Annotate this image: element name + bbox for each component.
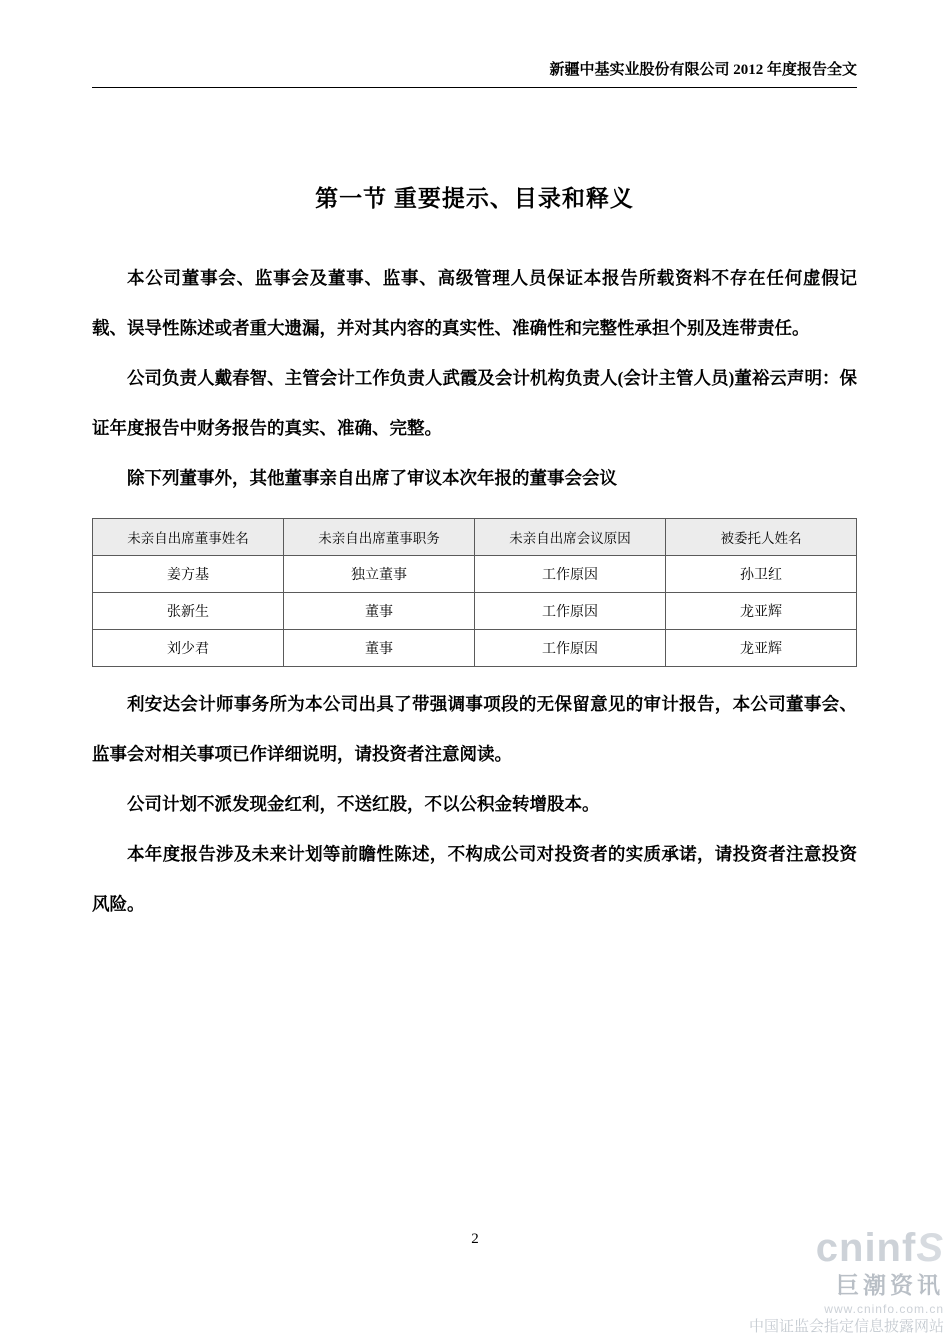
col-header-absence-reason: 未亲自出席会议原因	[475, 519, 666, 556]
cell-director-title: 董事	[284, 630, 475, 667]
header-title: 新疆中基实业股份有限公司 2012 年度报告全文	[549, 62, 857, 78]
cninfo-brand-name: 巨潮资讯	[836, 1272, 944, 1299]
cninfo-logo-text: cninf	[815, 1226, 917, 1271]
paragraph-forward-looking: 本年度报告涉及未来计划等前瞻性陈述，不构成公司对投资者的实质承诺，请投资者注意投资风险。	[92, 844, 857, 914]
cninfo-url: www.cninfo.com.cn	[824, 1301, 944, 1316]
paragraph-dividend-plan: 公司计划不派发现金红利，不送红股，不以公积金转增股本。	[127, 794, 600, 814]
cell-proxy-name: 龙亚辉	[666, 630, 857, 667]
cninfo-watermark	[749, 1226, 944, 1336]
cell-proxy-name: 龙亚辉	[666, 593, 857, 630]
cell-director-title: 独立董事	[284, 556, 475, 593]
table-row	[93, 556, 857, 593]
cell-proxy-name: 孙卫红	[666, 556, 857, 593]
col-header-director-title: 未亲自出席董事职务	[284, 519, 475, 556]
absent-directors-table	[92, 518, 857, 667]
col-header-director-name: 未亲自出席董事姓名	[93, 519, 284, 556]
cell-director-title: 董事	[284, 593, 475, 630]
cell-absence-reason: 工作原因	[475, 630, 666, 667]
cell-absence-reason: 工作原因	[475, 593, 666, 630]
cell-director-name: 张新生	[93, 593, 284, 630]
cninfo-caption: 中国证监会指定信息披露网站	[748, 1318, 944, 1336]
cell-absence-reason: 工作原因	[475, 556, 666, 593]
table-header-row	[93, 519, 857, 556]
page-number: 2	[471, 1231, 479, 1247]
col-header-proxy-name: 被委托人姓名	[666, 519, 857, 556]
cell-director-name: 刘少君	[93, 630, 284, 667]
paragraph-absent-directors-intro: 除下列董事外，其他董事亲自出席了审议本次年报的董事会会议	[127, 468, 617, 488]
section-title: 第一节 重要提示、目录和释义	[315, 186, 634, 211]
paragraph-audit-opinion: 利安达会计师事务所为本公司出具了带强调事项段的无保留意见的审计报告，本公司董事会、监事会对相关事项已作详细说明，请投资者注意阅读。	[92, 694, 857, 764]
table-row	[93, 630, 857, 667]
table-row	[93, 593, 857, 630]
paragraph-statement: 本公司董事会、监事会及董事、监事、高级管理人员保证本报告所载资料不存在任何虚假记载、误导性陈述或者重大遗漏，并对其内容的真实性、准确性和完整性承担个别及连带责任。	[92, 268, 857, 338]
cninfo-logo-s-icon: S	[916, 1226, 944, 1271]
cninfo-logo	[749, 1226, 944, 1271]
cell-director-name: 姜方基	[93, 556, 284, 593]
page-content	[92, 0, 857, 929]
paragraph-declaration: 公司负责人戴春智、主管会计工作负责人武霞及会计机构负责人(会计主管人员)董裕云声明：保证年度报告中财务报告的真实、准确、完整。	[92, 368, 857, 438]
